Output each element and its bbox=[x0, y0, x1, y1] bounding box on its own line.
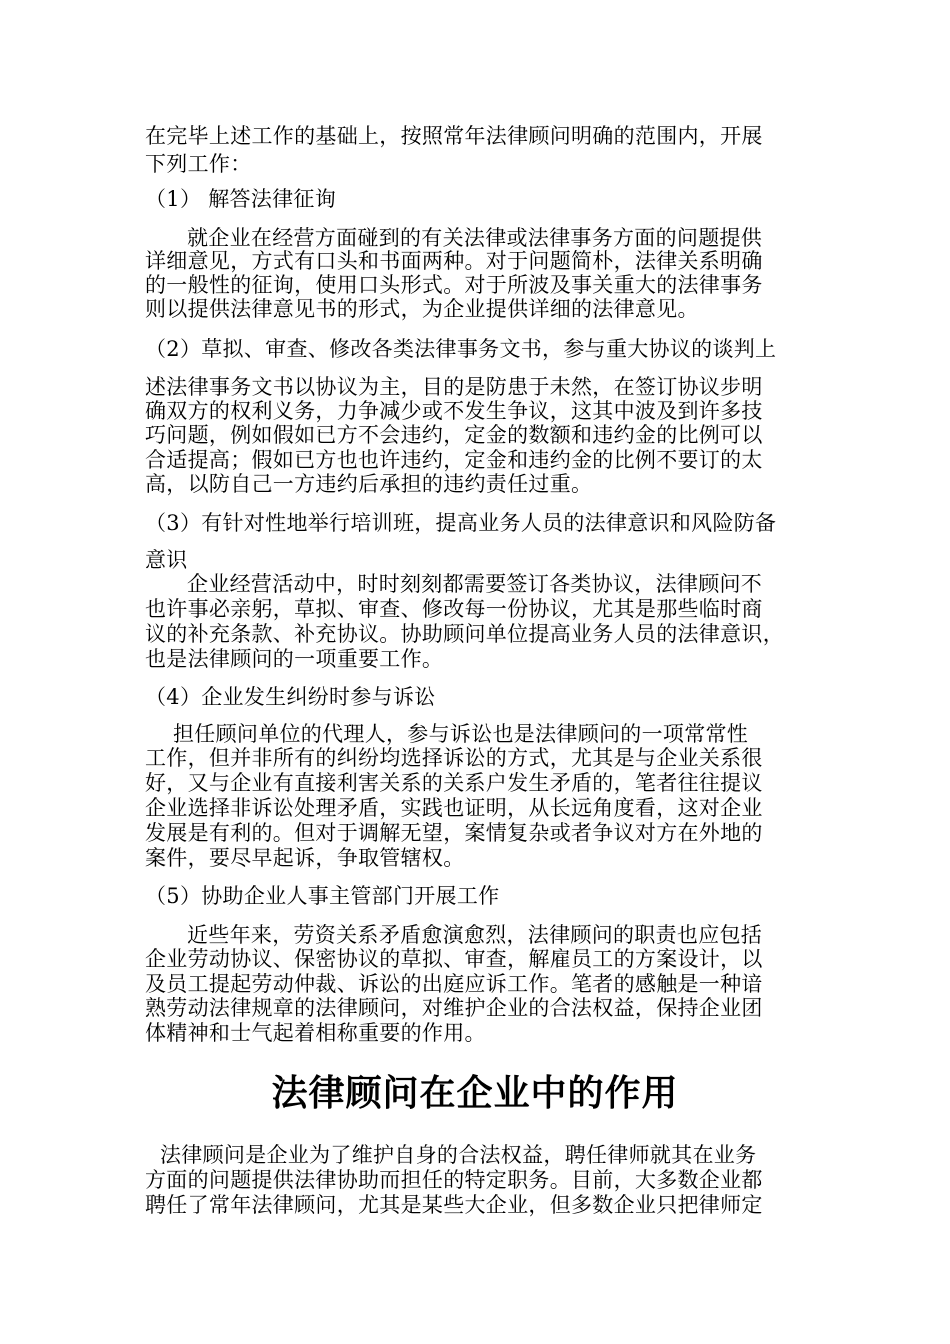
paragraph-line: 议的补充条款、补充协议。协助顾问单位提高业务人员的法律意识， bbox=[145, 622, 784, 646]
paragraph-line: 的一般性的征询，使用口头形式。对于所波及事关重大的法律事务 bbox=[145, 273, 763, 297]
paragraph-line: 高，以防自己一方违约后承担的违约责任过重。 bbox=[145, 472, 593, 496]
paragraph-line: 及员工提起劳动仲裁、诉讼的出庭应诉工作。笔者的感触是一种谙 bbox=[145, 972, 763, 996]
paragraph-line: 体精神和士气起着相称重要的作用。 bbox=[145, 1021, 486, 1045]
intro-line: 聘任了常年法律顾问，尤其是某些大企业，但多数企业只把律师定 bbox=[145, 1193, 763, 1217]
section-heading-3-cont: 意识 bbox=[145, 548, 188, 572]
paragraph-line: 也是法律顾问的一项重要工作。 bbox=[145, 647, 444, 671]
paragraph-line: 企业选择非诉讼处理矛盾，实践也证明，从长远角度看，这对企业 bbox=[145, 796, 763, 820]
paragraph-line: 担任顾问单位的代理人，参与诉讼也是法律顾问的一项常常性 bbox=[173, 722, 749, 746]
paragraph-line: 详细意见，方式有口头和书面两种。对于问题简朴，法律关系明确 bbox=[145, 249, 763, 273]
paragraph-line: 企业经营活动中，时时刻刻都需要签订各类协议，法律顾问不 bbox=[187, 572, 763, 596]
paragraph-line: 巧问题，例如假如已方不会违约，定金的数额和违约金的比例可以 bbox=[145, 423, 763, 447]
paragraph-line: 近些年来，劳资关系矛盾愈演愈烈，法律顾问的职责也应包括 bbox=[187, 923, 763, 947]
article-title: 法律顾问在企业中的作用 bbox=[271, 1073, 679, 1114]
paragraph-line: 熟劳动法律规章的法律顾问，对维护企业的合法权益，保持企业团 bbox=[145, 996, 763, 1020]
paragraph-line: 就企业在经营方面碰到的有关法律或法律事务方面的问题提供 bbox=[187, 226, 763, 250]
paragraph-line: 企业劳动协议、保密协议的草拟、审查，解雇员工的方案设计，以 bbox=[145, 947, 763, 971]
paragraph-line: 案件，要尽早起诉，争取管辖权。 bbox=[145, 846, 465, 870]
paragraph-line: 在完毕上述工作的基础上，按照常年法律顾问明确的范围内，开展 bbox=[145, 124, 763, 148]
paragraph-line: 合适提高；假如已方也也许违约，定金和违约金的比例不要订的太 bbox=[145, 448, 763, 472]
section-heading-1: （1） 解答法律征询 bbox=[145, 187, 337, 211]
paragraph-line: 则以提供法律意见书的形式，为企业提供详细的法律意见。 bbox=[145, 297, 699, 321]
paragraph-line: 也许事必亲躬，草拟、审查、修改每一份协议，尤其是那些临时商 bbox=[145, 597, 763, 621]
paragraph-line: 发展是有利的。但对于调解无望，案情复杂或者争议对方在外地的 bbox=[145, 821, 763, 845]
intro-line: 法律顾问是企业为了维护自身的合法权益，聘任律师就其在业务 bbox=[160, 1143, 757, 1167]
section-heading-4: （4）企业发生纠纷时参与诉讼 bbox=[145, 685, 436, 709]
paragraph-line: 工作，但并非所有的纠纷均选择诉讼的方式，尤其是与企业关系很 bbox=[145, 746, 763, 770]
section-heading-3: （3）有针对性地举行培训班，提高业务人员的法律意识和风险防备 bbox=[145, 511, 777, 535]
paragraph-line: 确双方的权利义务，力争减少或不发生争议，这其中波及到许多技 bbox=[145, 399, 763, 423]
intro-line: 方面的问题提供法律协助而担任的特定职务。目前，大多数企业都 bbox=[145, 1168, 763, 1192]
paragraph-line: 述法律事务文书以协议为主，目的是防患于未然，在签订协议步明 bbox=[145, 375, 763, 399]
paragraph-line: 好，又与企业有直接利害关系的关系户发生矛盾的，笔者往往提议 bbox=[145, 771, 763, 795]
section-heading-5: （5）协助企业人事主管部门开展工作 bbox=[145, 884, 500, 908]
paragraph-line: 下列工作： bbox=[145, 152, 252, 176]
section-heading-2: （2）草拟、审查、修改各类法律事务文书，参与重大协议的谈判上 bbox=[145, 337, 777, 361]
